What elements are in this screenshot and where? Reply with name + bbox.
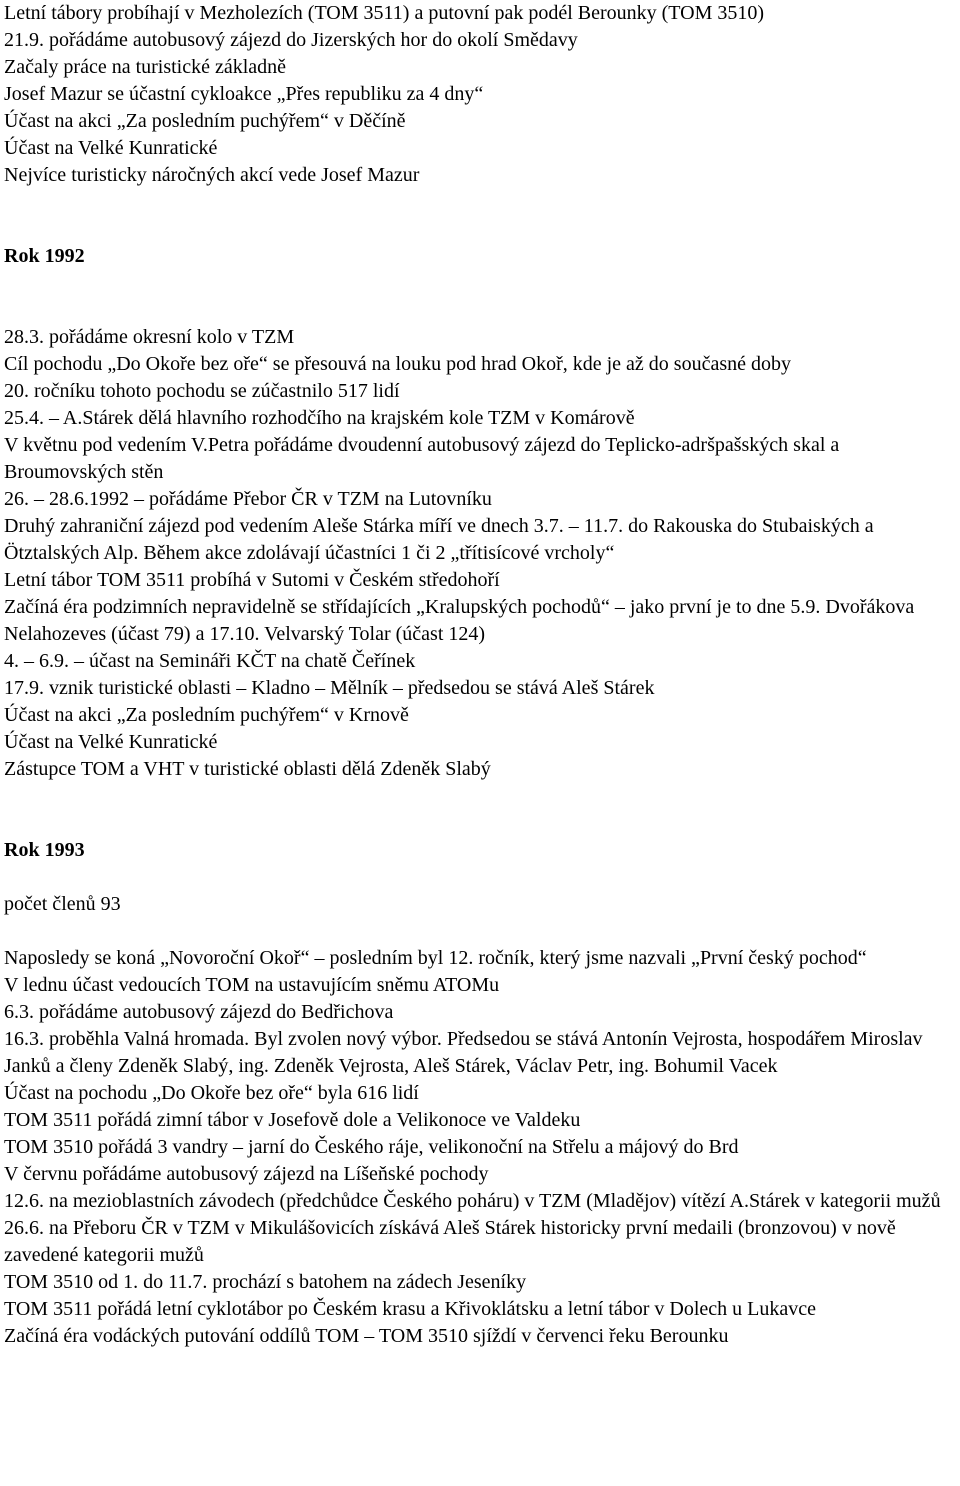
member-count: počet členů 93 — [4, 893, 121, 915]
text-line: Josef Mazur se účastní cykloakce „Přes republiku za 4 dny“ — [4, 83, 484, 105]
section-heading-1993: Rok 1993 — [4, 839, 85, 861]
section-1993 — [4, 945, 956, 1350]
section-1991-tail — [4, 0, 956, 189]
text-line: Účast na akci „Za posledním puchýřem“ v Krnově — [4, 704, 409, 726]
text-line: Začíná éra vodáckých putování oddílů TOM – TOM 3510 sjíždí v červenci řeku Berounku — [4, 1325, 729, 1347]
section-heading-1992: Rok 1992 — [4, 245, 85, 267]
text-paragraph: V květnu pod vedením V.Petra pořádáme dvoudenní autobusový zájezd do Teplicko-adršpašských skal a Broumovských stěn — [4, 434, 840, 483]
text-paragraph: TOM 3511 pořádá letní cyklotábor po Českém krasu a Křivoklátsku a letní tábor v Dolech u Lukavce — [4, 1298, 817, 1320]
text-line: 25.4. – A.Stárek dělá hlavního rozhodčího na krajském kole TZM v Komárově — [4, 407, 635, 429]
spacer — [4, 783, 956, 837]
text-line: Letní tábory probíhají v Mezholezích (TOM 3511) a putovní pak podél Berounky (TOM 3510) — [4, 2, 765, 24]
text-line: 4. – 6.9. – účast na Semináři KČT na chatě Čeřínek — [4, 650, 416, 672]
spacer — [4, 189, 956, 243]
text-line: Účast na Velké Kunratické — [4, 137, 218, 159]
text-line: Letní tábor TOM 3511 probíhá v Sutomi v Českém středohoří — [4, 569, 500, 591]
text-line: V lednu účast vedoucích TOM na ustavujícím sněmu ATOMu — [4, 974, 500, 996]
text-line: TOM 3510 od 1. do 11.7. prochází s batohem na zádech Jeseníky — [4, 1271, 527, 1293]
text-line: TOM 3511 pořádá zimní tábor v Josefově dole a Velikonoce ve Valdeku — [4, 1109, 581, 1131]
text-paragraph: Naposledy se koná „Novoroční Okoř“ – posledním byl 12. ročník, který jsme nazvali „První český pochod“ — [4, 947, 867, 969]
text-line: Účast na pochodu „Do Okoře bez oře“ byla 616 lidí — [4, 1082, 419, 1104]
text-paragraph: 26.6. na Přeboru ČR v TZM v Mikulášovicích získává Aleš Stárek historicky první medaili (bronzovou) v nově zavedené kategorii mužů — [4, 1217, 896, 1266]
spacer — [4, 918, 956, 945]
text-line: 21.9. pořádáme autobusový zájezd do Jizerských hor do okolí Smědavy — [4, 29, 578, 51]
spacer — [4, 270, 956, 324]
spacer — [4, 864, 956, 891]
text-line: Účast na akci „Za posledním puchýřem“ v Děčíně — [4, 110, 406, 132]
text-line: 20. ročníku tohoto pochodu se zúčastnilo 517 lidí — [4, 380, 400, 402]
text-line: V červnu pořádáme autobusový zájezd na Líšeňské pochody — [4, 1163, 489, 1185]
text-paragraph: Začíná éra podzimních nepravidelně se střídajících „Kralupských pochodů“ – jako první je to dne 5.9. Dvořákova Nelahozeves (účast 79) a 17.10. Velvarský Tolar (účast 124) — [4, 596, 915, 645]
text-line: TOM 3510 pořádá 3 vandry – jarní do Českého ráje, velikonoční na Střelu a májový do Brd — [4, 1136, 739, 1158]
text-line: Zástupce TOM a VHT v turistické oblasti dělá Zdeněk Slabý — [4, 758, 491, 780]
text-line: 26. – 28.6.1992 – pořádáme Přebor ČR v TZM na Lutovníku — [4, 488, 492, 510]
text-paragraph: 16.3. proběhla Valná hromada. Byl zvolen nový výbor. Předsedou se stává Antonín Vejrosta, hospodářem Miroslav Janků a členy Zdeněk Slabý, ing. Zdeněk Vejrosta, Aleš Stárek, Václav Petr, ing. Bohumil Vacek — [4, 1028, 923, 1077]
text-line: 6.3. pořádáme autobusový zájezd do Bedřichova — [4, 1001, 394, 1023]
text-line: 28.3. pořádáme okresní kolo v TZM — [4, 326, 295, 348]
text-line: Účast na Velké Kunratické — [4, 731, 218, 753]
text-line: Začaly práce na turistické základně — [4, 56, 287, 78]
section-1992 — [4, 324, 956, 783]
text-line: Cíl pochodu „Do Okoře bez oře“ se přesouvá na louku pod hrad Okoř, kde je až do současné doby — [4, 353, 791, 375]
text-paragraph: Druhý zahraniční zájezd pod vedením Aleše Stárka míří ve dnech 3.7. – 11.7. do Rakouska do Stubaiských a Ötztalských Alp. Během akce zdolávají účastníci 1 či 2 „třítisícové vrcholy“ — [4, 515, 874, 564]
text-line: Nejvíce turisticky náročných akcí vede Josef Mazur — [4, 164, 420, 186]
text-line: 17.9. vznik turistické oblasti – Kladno – Mělník – předsedou se stává Aleš Stárek — [4, 677, 655, 699]
text-paragraph: 12.6. na mezioblastních závodech (předchůdce Českého poháru) v TZM (Mladějov) vítězí A.Stárek v kategorii mužů — [4, 1190, 941, 1212]
